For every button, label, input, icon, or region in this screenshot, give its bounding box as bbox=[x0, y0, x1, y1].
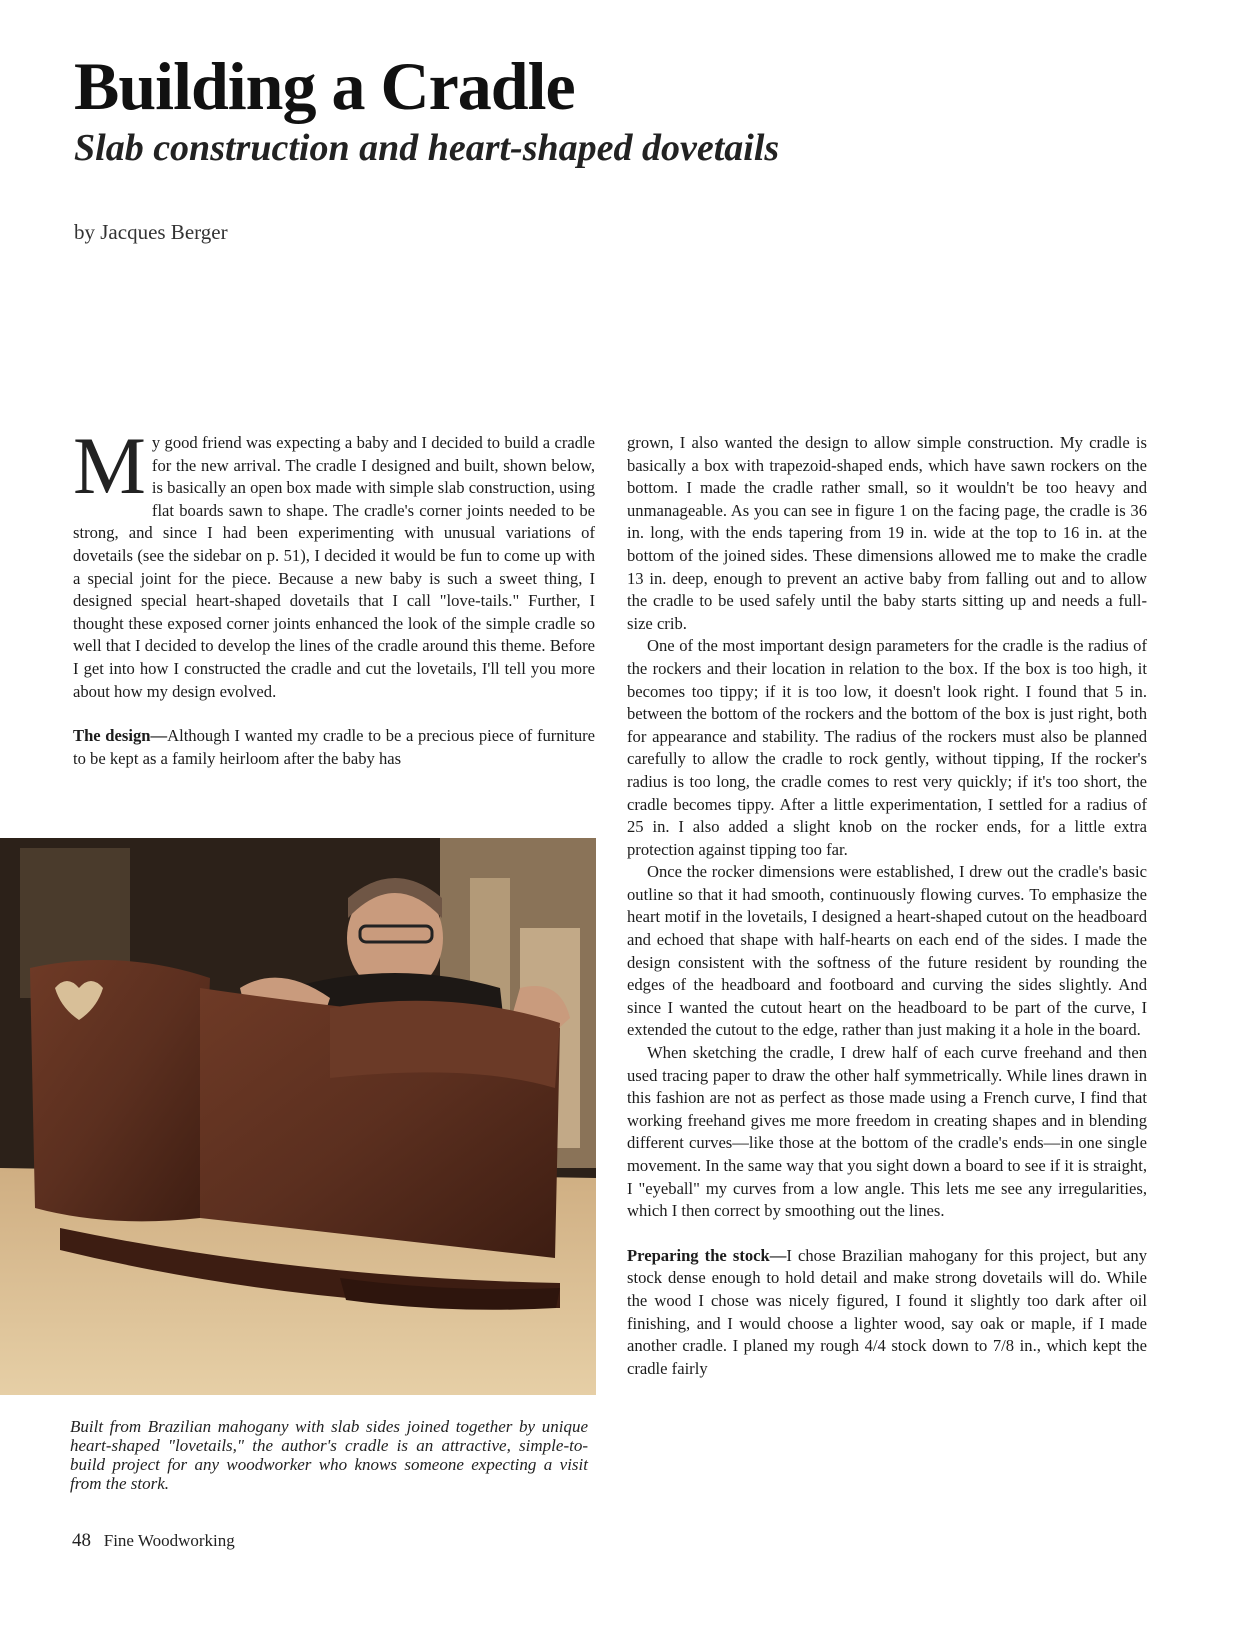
byline: by Jacques Berger bbox=[74, 220, 228, 244]
paragraph-rockers: One of the most important design parameters for the cradle is the radius of the rockers and their location in relation to the box. If the box is too high, it becomes too tippy; if it is too low, it doesn't look right. I found that 5 in. between the bottom of the rockers and the bottom of the box is just right, both for appearance and stability. The radius of the rockers must also be planned carefully to allow the cradle to rock gently, without tipping, If the rocker's radius is too long, the cradle comes to rest very quickly; if it's too short, the cradle becomes tippy. After a little experimentation, I settled for a radius of 25 in. I also added a slight knob on the rocker ends, for a little extra protection against tipping too far. bbox=[627, 636, 1147, 859]
intro-text: y good friend was expecting a baby and I decided to build a cradle for the new arrival. The cradle I designed and built, shown below, is basically an open box made with simple slab construction, using flat boards sawn to shape. The cradle's corner joints needed to be strong, and since I had been experimenting with unusual variations of dovetails (see the sidebar on p. 51), I decided it would be fun to come up with a special joint for the piece. Because a new baby is such a sweet thing, I designed special heart-shaped dovetails that I call "love-tails." Further, I thought these exposed corner joints enhanced the look of the simple cradle so well that I decided to develop the lines of the cradle around this theme. Before I get into how I constructed the cradle and cut the lovetails, I'll tell you more about how my design evolved. bbox=[73, 433, 595, 701]
section-head-stock: Preparing the stock— bbox=[627, 1245, 787, 1265]
paragraph-outline: Once the rocker dimensions were established, I drew out the cradle's basic outline so that it had smooth, continuously flowing curves. To emphasize the heart motif in the lovetails, I designed a heart-shaped cutout on the headboard and echoed that shape with half-hearts on each end of the sides. I made the design consistent with the softness of the future resident by rounding the edges of the headboard and footboard and curving the sides slightly. And since I wanted the cutout heart on the headboard to be part of the curve, I extended the cutout to the edge, rather than just making it a hole in the board. bbox=[627, 862, 1147, 1040]
page-footer bbox=[72, 1530, 235, 1552]
cradle-photo bbox=[0, 838, 596, 1395]
stock-text: I chose Brazilian mahogany for this project, but any stock dense enough to hold detail and make strong dovetails will do. While the wood I chose was nicely figured, I found it slightly too dark after oil finishing, and I would choose a lighter wood, say oak or maple, if I made another cradle. I planed my rough 4/4 stock down to 7/8 in., which kept the cradle fairly bbox=[627, 1245, 1147, 1378]
section-head-design: The design— bbox=[73, 726, 168, 746]
magazine-name: Fine Woodworking bbox=[103, 1531, 235, 1550]
photo-caption: Built from Brazilian mahogany with slab sides joined together by unique heart-shaped "lovetails," the author's cradle is an attractive, simple-to-build project for any woodworker who knows someone expecting a visit from the stork. bbox=[70, 1417, 588, 1493]
page-number: 48 bbox=[72, 1530, 91, 1551]
body-column-left bbox=[73, 420, 596, 770]
design-paragraph bbox=[73, 725, 595, 770]
design-text: Although I wanted my cradle to be a precious piece of furniture to be kept as a family heirloom after the baby has bbox=[73, 726, 596, 768]
article-subtitle: Slab construction and heart-shaped dovetails bbox=[74, 127, 780, 169]
intro-paragraph bbox=[73, 420, 595, 703]
paragraph-construction: grown, I also wanted the design to allow simple construction. My cradle is basically a box with trapezoid-shaped ends, which have sawn rockers on the bottom. I made the cradle rather small, so it wouldn't be too heavy and unmanageable. As you can see in figure 1 on the facing page, the cradle is 36 in. long, with the ends tapering from 19 in. wide at the top to 16 in. at the bottom of the joined sides. These dimensions allowed me to make the cradle 13 in. deep, enough to prevent an active baby from falling out and to allow the cradle to be used safely until the baby starts sitting up and needs a full-size crib. bbox=[627, 433, 1147, 633]
paragraph-sketching: When sketching the cradle, I drew half of each curve freehand and then used tracing paper to draw the other half symmetrically. While lines drawn in this fashion are not as perfect as those made using a French curve, I find that working freehand gives me more freedom in creating shapes and in blending different curves—like those at the bottom of the cradle's ends—in one single movement. In the same way that you sight down a board to see if it is straight, I "eyeball" my curves from a low angle. This lets me see any irregularities, which I then correct by smoothing out the lines. bbox=[627, 1043, 1147, 1221]
stock-paragraph bbox=[627, 1245, 1147, 1381]
body-column-right bbox=[627, 432, 1147, 1380]
drop-cap: M bbox=[73, 420, 146, 511]
cradle-photo-illustration bbox=[0, 838, 596, 1395]
article-title: Building a Cradle bbox=[74, 48, 575, 124]
